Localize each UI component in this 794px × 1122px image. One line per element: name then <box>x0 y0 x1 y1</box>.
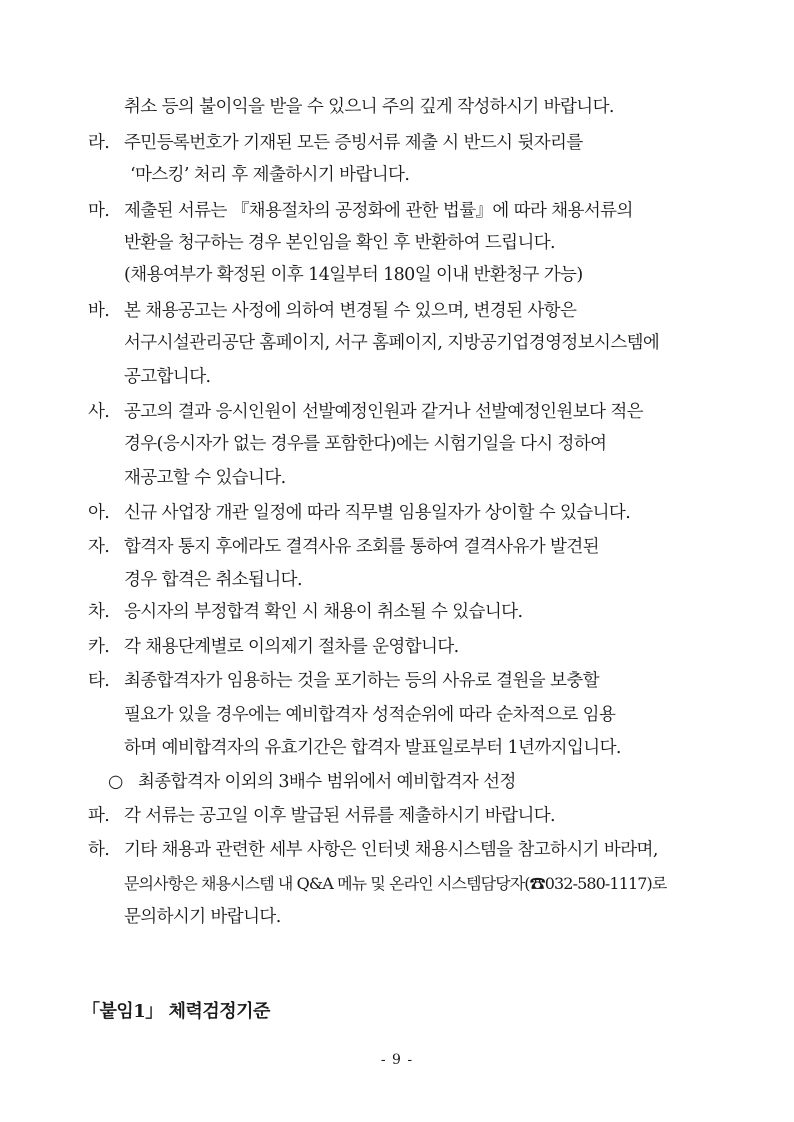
text-line: 경우 합격은 취소됩니다. <box>124 570 302 590</box>
item-ta: 타. 최종합격자가 임용하는 것을 포기하는 등의 사유로 결원을 보충할 <box>88 671 599 691</box>
text-line: 서구시설관리공단 홈페이지, 서구 홈페이지, 지방공기업경영정보시스템에 <box>124 333 660 353</box>
text-line: 문의사항은 채용시스템 내 Q&A 메뉴 및 온라인 시스템담당자(☎032-580-1117)로 <box>124 874 667 893</box>
sub-item: ○ 최종합격자 이외의 3배수 범위에서 예비합격자 선정 <box>108 772 516 792</box>
item-marker: 타. <box>88 671 110 691</box>
item-ha: 하. 기타 채용과 관련한 세부 사항은 인터넷 채용시스템을 참고하시기 바라며, <box>88 840 658 860</box>
item-ba: 바. 본 채용공고는 사정에 의하여 변경될 수 있으며, 변경된 사항은 <box>88 301 577 321</box>
circle-bullet-icon: ○ <box>108 772 123 792</box>
item-marker: 라. <box>88 133 110 153</box>
text-line: 재공고할 수 있습니다. <box>124 468 286 488</box>
text-line: ‘마스킹’ 처리 후 제출하시기 바랍니다. <box>130 165 410 185</box>
item-ma: 마. 제출된 서류는 『채용절차의 공정화에 관한 법률』에 따라 채용서류의 <box>88 201 633 221</box>
item-marker: 하. <box>88 840 110 860</box>
text-line: (채용여부가 확정된 이후 14일부터 180일 이내 반환청구 가능) <box>124 265 583 285</box>
text-line: 반환을 청구하는 경우 본인임을 확인 후 반환하여 드립니다. <box>124 233 556 253</box>
item-marker: 차. <box>88 602 110 622</box>
item-ka: 카. 각 채용단계별로 이의제기 절차를 운영합니다. <box>88 637 459 657</box>
item-pa: 파. 각 서류는 공고일 이후 발급된 서류를 제출하시기 바랍니다. <box>88 806 556 826</box>
item-a: 아. 신규 사업장 개관 일정에 따라 직무별 임용일자가 상이할 수 있습니다. <box>88 503 631 523</box>
item-marker: 파. <box>88 806 110 826</box>
item-marker: 바. <box>88 301 110 321</box>
item-la: 라. 주민등록번호가 기재된 모든 증빙서류 제출 시 반드시 뒷자리를 <box>88 133 583 153</box>
item-marker: 카. <box>88 637 110 657</box>
text-line: 문의하시기 바랍니다. <box>124 907 281 927</box>
item-marker: 자. <box>88 537 110 557</box>
text-line: 필요가 있을 경우에는 예비합격자 성적순위에 따라 순차적으로 임용 <box>124 705 616 725</box>
item-marker: 마. <box>88 201 110 221</box>
page-number: - 9 - <box>380 1052 414 1068</box>
text-line: 취소 등의 불이익을 받을 수 있으니 주의 깊게 작성하시기 바랍니다. <box>124 97 614 117</box>
item-ja: 자. 합격자 통지 후에라도 결격사유 조회를 통하여 결격사유가 발견된 <box>88 537 599 557</box>
item-sa: 사. 공고의 결과 응시인원이 선발예정인원과 같거나 선발예정인원보다 적은 <box>88 402 643 422</box>
item-marker: 사. <box>88 402 110 422</box>
text-line: 하며 예비합격자의 유효기간은 합격자 발표일로부터 1년까지입니다. <box>124 738 621 758</box>
item-marker: 아. <box>88 503 110 523</box>
text-line: 경우(응시자가 없는 경우를 포함한다)에는 시험기일을 다시 정하여 <box>124 434 607 454</box>
text-line: 공고합니다. <box>124 367 211 387</box>
section-title: 「붙임1」 체력검정기준 <box>82 1001 270 1022</box>
item-cha: 차. 응시자의 부정합격 확인 시 채용이 취소될 수 있습니다. <box>88 602 523 622</box>
